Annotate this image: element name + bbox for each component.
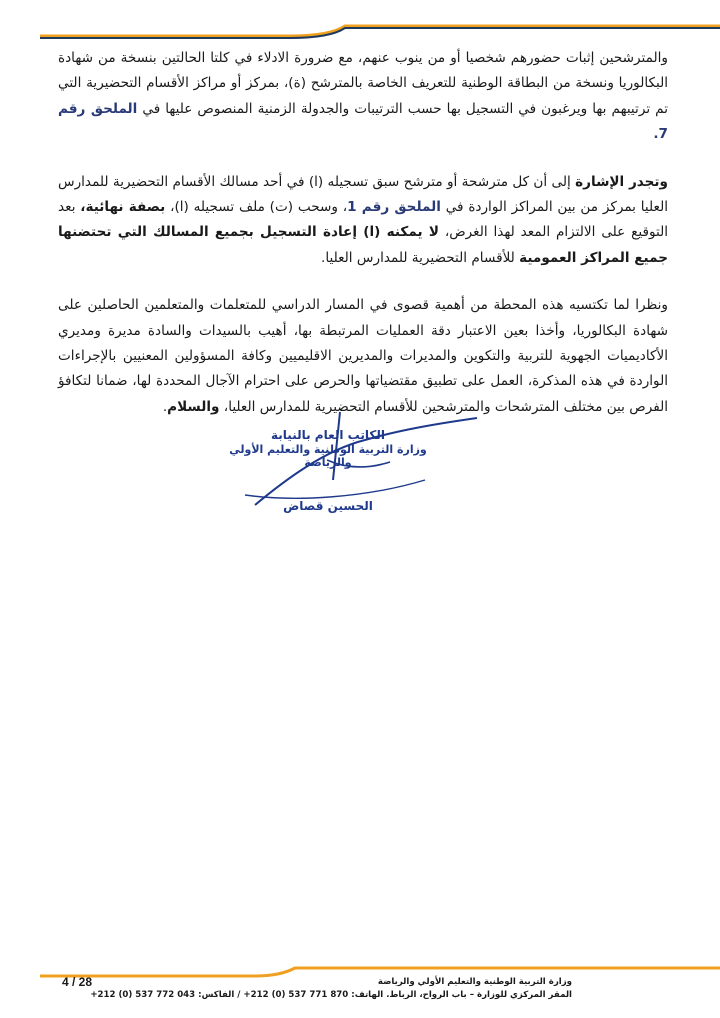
header-rule: [0, 0, 720, 48]
page-number: 4 / 28: [62, 975, 93, 989]
handwritten-signature: [215, 410, 485, 520]
letter-body: [58, 46, 668, 442]
footer-ministry: وزارة التربية الوطنية والتعليم الأولي والرياضة: [377, 977, 572, 987]
paragraph-registration: والمترشحين إثبات حضورهم شخصيا أو من ينوب عنهم، مع ضرورة الادلاء في كلتا الحالتين بنسخة من شهادة البكالوريا ونسخة من البطاقة الوطنية للتعريف الخاصة بالمترشح (ة)، بمركز أو مراكز الأقسام التحضيرية التي تم ترتيبهم بها ويرغبون في التسجيل بها حسب الترتيبات والجدولة الزمنية المنصوص عليها في الملحق رقم 7.: [58, 50, 668, 143]
stamp-ministry-line1: وزارة التربية الوطنية والتعليم الأولي: [229, 443, 427, 456]
signatory-name: الحسين قصاض: [283, 499, 373, 513]
stamp-ministry-line2: والرياضة: [304, 456, 352, 469]
paragraph-closing: ونظرا لما تكتسيه هذه المحطة من أهمية قصوى في المسار الدراسي للمتعلمات والمتعلمين الحاصلين على شهادة البكالوريا، وأخذا بعين الاعتبار دقة العمليات المرتبطة بها، أهيب بالسيدات والسادة مديرة ومديري الأكاديميات الجهوية للتربية والتكوين والمديرات والمديرين الاقليميين وكافة المسؤولين المعنيين بالإجراءات الواردة في هذه المذكرة، العمل على تطبيق مقتضياتها والحرص على احترام الآجال المحددة لها، ضمانا لتكافؤ الفرص بين مختلف المترشحات والمترشحين للأقسام التحضيرية للمدارس العليا، والسلام.: [58, 297, 668, 415]
stamp-title: الكاتب العام بالنيابة: [271, 428, 385, 442]
footer-address: المقر المركزي للوزارة – باب الرواح، الرباط. الهاتف: 870 771 537 (0) 212+ / الفاكس: 043 772 537 (0) 212+: [90, 990, 572, 1000]
footer-info: [90, 976, 572, 1002]
paragraph-notice: وتجدر الإشارة إلى أن كل مترشحة أو مترشح سبق تسجيله (ا) في أحد مسالك الأقسام التحضيرية للمدارس العليا بمركز من بين المراكز الواردة في الملحق رقم 1، وسحب (ت) ملف تسجيله (ا)، بصفة نهائية، بعد التوقيع على الالتزام المعد لهذا الغرض، لا يمكنه (ا) إعادة التسجيل بجميع المسالك التي تحتضنها جميع المراكز العمومية للأقسام التحضيرية للمدارس العليا.: [58, 173, 668, 266]
